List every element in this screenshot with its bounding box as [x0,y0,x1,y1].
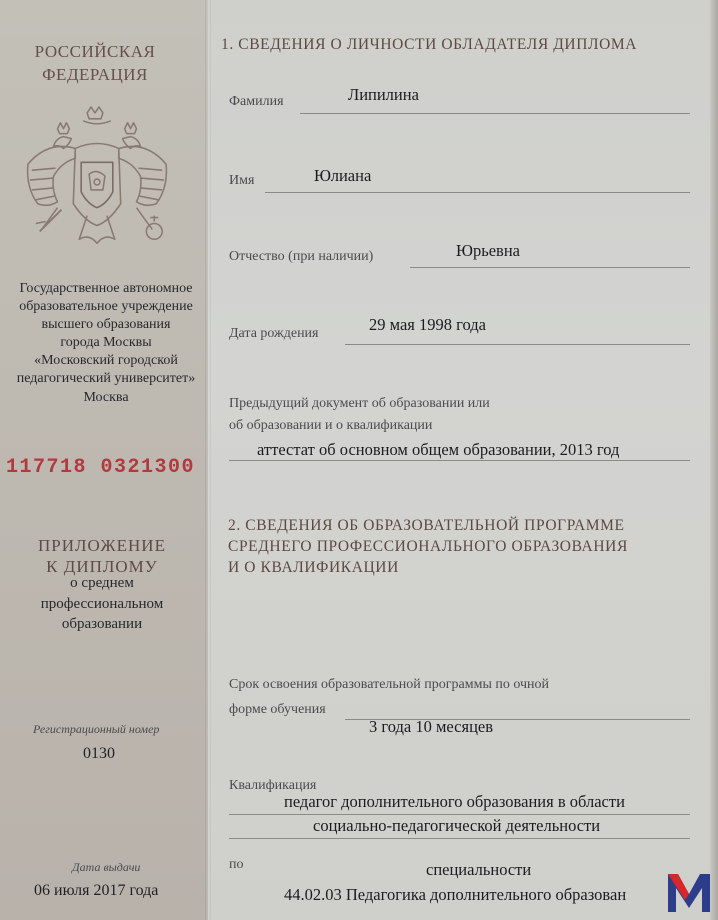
study-term-value: 3 года 10 месяцев [369,717,494,736]
country-name-line-1: РОССИЙСКАЯ [34,42,156,61]
institution-line-6: педагогический университет» [16,371,196,386]
registration-number-label: Регистрационный номер [33,722,160,736]
surname-line [300,113,690,114]
issue-date-label: Дата выдачи [72,860,141,874]
specialty-label: специальности [426,860,532,879]
page-edge [710,0,718,920]
section-2-title-line-3: И О КВАЛИФИКАЦИИ [228,559,399,576]
qualification-line-2 [229,838,690,839]
qualification-label: Квалификация [229,778,317,793]
institution-line-2: образовательное учреждение [19,299,193,314]
page-fold [205,0,211,920]
qualification-line-1 [229,814,690,815]
patronymic-value: Юрьевна [456,241,521,260]
registration-number-value: 0130 [83,745,115,762]
appendix-subtitle-line-3: образовании [61,616,143,632]
specialty-value: 44.02.03 Педагогика дополнительного образован [284,885,627,904]
double-headed-eagle-icon [18,104,176,264]
by-label: по [229,857,244,872]
birth-date-line [345,344,690,345]
previous-document-line [229,460,690,461]
appendix-subtitle-line-2: профессиональном [40,596,164,612]
institution-line-1: Государственное автономное [19,281,193,296]
patronymic-line [410,267,690,268]
previous-document-label-line-1: Предыдущий документ об образовании или [229,396,490,411]
qualification-value-line-1: педагог дополнительного образования в области [284,792,625,811]
name-value: Юлиана [314,166,372,185]
appendix-subtitle-line-1: о среднем [70,575,134,591]
study-term-label-line-2: форме обучения [229,702,326,717]
previous-document-value: аттестат об основном общем образовании, 2013 год [257,440,620,459]
issue-date-value: 06 июля 2017 года [34,882,159,899]
name-line [265,192,690,193]
study-term-label-line-1: Срок освоения образовательной программы по очной [229,677,550,692]
m-logo-icon [664,868,714,916]
name-label: Имя [229,173,255,188]
previous-document-label-line-2: об образовании и о квалификации [229,418,433,433]
birth-date-value: 29 мая 1998 года [369,315,486,334]
diploma-serial-number: 117718 0321300 [6,456,196,479]
institution-city: Москва [83,390,129,405]
birth-date-label: Дата рождения [229,326,319,341]
surname-label: Фамилия [229,94,284,109]
surname-value: Липилина [348,85,419,104]
section-2-title-line-2: СРЕДНЕГО ПРОФЕССИОНАЛЬНОГО ОБРАЗОВАНИЯ [228,538,628,555]
appendix-title-line-2: К ДИПЛОМУ [46,557,158,576]
appendix-title-line-1: ПРИЛОЖЕНИЕ [38,536,166,555]
section-2-title-line-1: 2. СВЕДЕНИЯ ОБ ОБРАЗОВАТЕЛЬНОЙ ПРОГРАММЕ [228,517,625,534]
institution-line-4: города Москвы [60,335,152,350]
institution-line-5: «Московский городской [34,353,178,368]
country-name-line-2: ФЕДЕРАЦИЯ [42,65,148,84]
section-1-title: 1. СВЕДЕНИЯ О ЛИЧНОСТИ ОБЛАДАТЕЛЯ ДИПЛОМА [221,36,638,53]
patronymic-label: Отчество (при наличии) [229,249,374,264]
institution-line-3: высшего образования [41,317,171,332]
qualification-value-line-2: социально-педагогической деятельности [313,816,601,835]
